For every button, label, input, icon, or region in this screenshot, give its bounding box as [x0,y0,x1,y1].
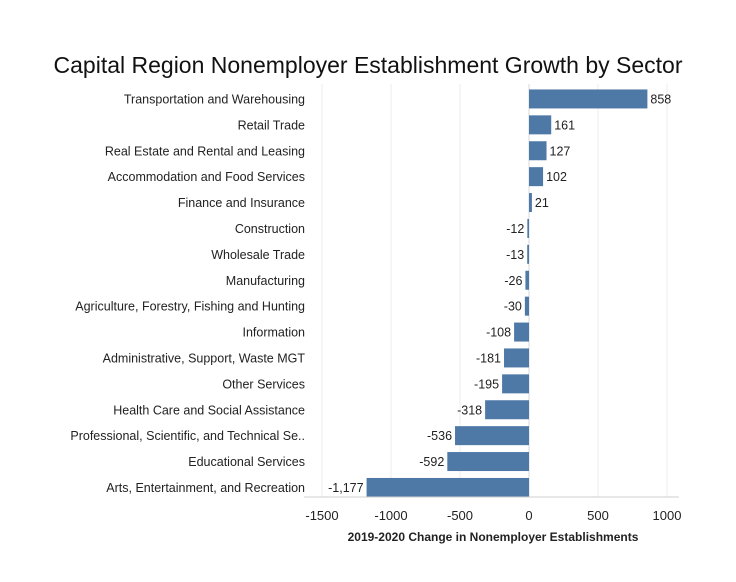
value-label: -12 [506,221,525,236]
category-label: Construction [234,221,305,236]
bar [527,245,529,264]
value-label: 102 [546,170,567,185]
category-label: Manufacturing [225,273,305,288]
x-tick-label: -1500 [305,508,339,523]
bar [447,452,529,471]
chart-title: Capital Region Nonemployer Establishment Growth by Sector [53,52,683,78]
x-axis [304,497,681,523]
bar [455,426,529,445]
bar [504,348,529,367]
category-label: Administrative, Support, Waste MGT [102,351,305,366]
category-label: Agriculture, Forestry, Fishing and Hunting [75,299,305,314]
bar [529,193,532,212]
category-label: Information [242,325,305,340]
x-tick-label: -500 [446,508,474,523]
x-tick-label: 500 [587,508,609,523]
value-label: -318 [457,403,483,418]
x-tick-label: 1000 [652,508,682,523]
bar [485,400,529,419]
category-label: Educational Services [188,455,305,470]
category-label: Arts, Entertainment, and Recreation [106,480,305,495]
bar [525,297,529,316]
bar [502,374,529,393]
category-label: Health Care and Social Assistance [113,403,305,418]
bar [525,271,529,290]
category-labels [70,92,305,495]
value-label: 21 [534,196,549,211]
value-label: -30 [503,299,522,314]
category-label: Real Estate and Rental and Leasing [104,144,305,159]
category-label: Transportation and Warehousing [123,92,305,107]
value-label: -26 [504,273,523,288]
bars [367,89,648,497]
value-label: 127 [549,144,571,159]
value-label: -13 [506,247,525,262]
x-axis-title: 2019-2020 Change in Nonemployer Establishments [347,530,639,544]
value-label: -195 [474,377,500,392]
x-tick-label: -1000 [374,508,408,523]
category-label: Accommodation and Food Services [107,170,305,185]
category-label: Finance and Insurance [177,196,305,211]
bar [529,167,543,186]
x-tick-label: 0 [525,508,533,523]
bar [527,219,529,238]
category-label: Retail Trade [237,118,305,133]
category-label: Professional, Scientific, and Technical Se.. [70,429,305,444]
bar [367,478,529,497]
bar [529,115,551,134]
value-label: -1,177 [328,480,364,495]
value-label: -181 [475,351,502,366]
value-label: -592 [419,455,445,470]
bar [529,89,647,108]
value-label: 858 [650,92,672,107]
value-label: -108 [486,325,512,340]
value-label: 161 [554,118,576,133]
bar [529,141,547,160]
value-label: -536 [427,429,453,444]
bar [514,323,529,342]
category-label: Wholesale Trade [211,247,305,262]
category-label: Other Services [222,377,305,392]
